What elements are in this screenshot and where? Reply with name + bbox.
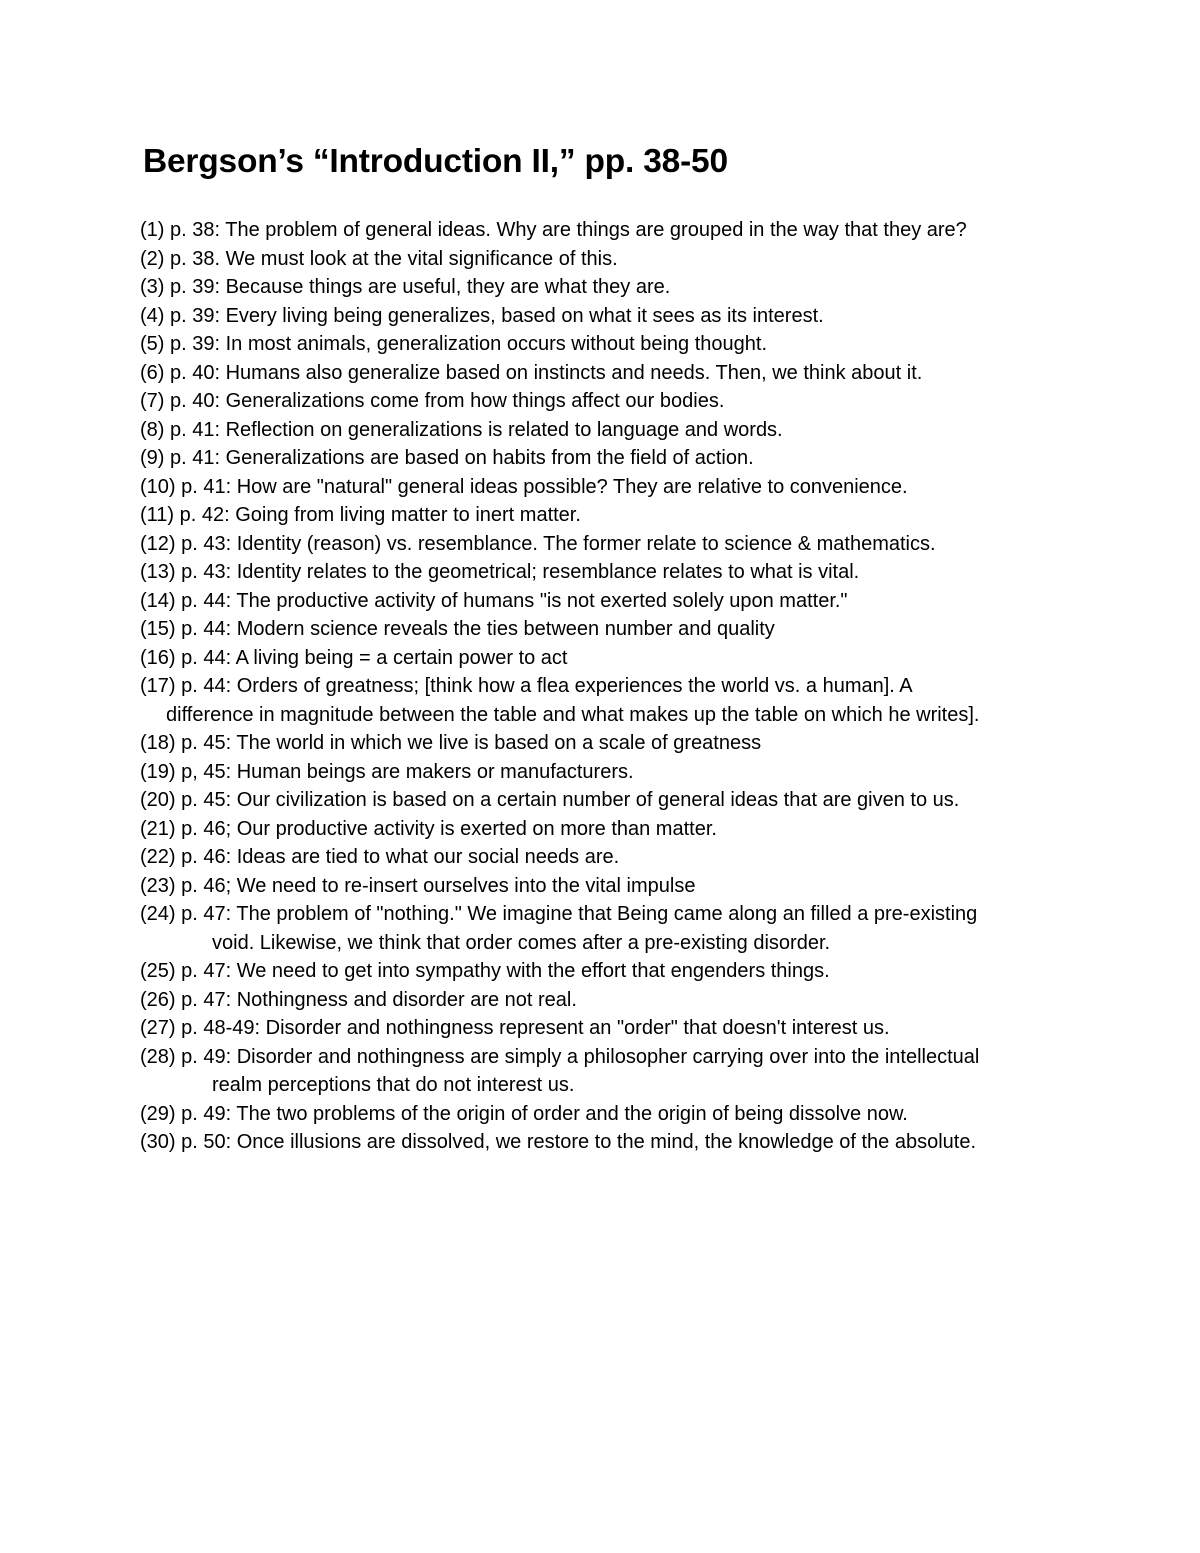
note-line: (2) p. 38. We must look at the vital significance of this. [140,247,618,270]
note-continuation-line: realm perceptions that do not interest us. [212,1074,575,1096]
note-line: (9) p. 41: Generalizations are based on habits from the field of action. [140,447,754,469]
note-line: (15) p. 44: Modern science reveals the ties between number and quality [140,618,775,640]
note-line: (4) p. 39: Every living being generalizes, based on what it sees as its interest. [140,304,824,327]
note-line: (25) p. 47: We need to get into sympathy with the effort that engenders things. [140,960,830,982]
note-line: (24) p. 47: The problem of "nothing." We imagine that Being came along an filled a pre-existing [140,903,978,925]
note-line: (1) p. 38: The problem of general ideas. Why are things are grouped in the way that they are? [140,219,967,241]
note-line: (28) p. 49: Disorder and nothingness are simply a philosopher carrying over into the intellectual [140,1045,980,1068]
note-line: (17) p. 44: Orders of greatness; [think how a flea experiences the world vs. a human]. A [140,675,913,697]
note-line: (5) p. 39: In most animals, generalization occurs without being thought. [140,333,768,355]
notes-list [140,216,1100,1157]
note-line: (26) p. 47: Nothingness and disorder are not real. [140,988,577,1011]
note-line: (8) p. 41: Reflection on generalizations is related to language and words. [140,418,783,441]
note-line: (18) p. 45: The world in which we live is based on a scale of greatness [140,732,762,754]
note-line: (14) p. 44: The productive activity of humans "is not exerted solely upon matter." [140,589,848,612]
note-line: (12) p. 43: Identity (reason) vs. resemblance. The former relate to science & mathematics. [140,532,936,555]
note-line: (10) p. 41: How are "natural" general ideas possible? They are relative to convenience. [140,475,908,498]
note-line: (11) p. 42: Going from living matter to inert matter. [140,504,581,526]
note-line: (19) p, 45: Human beings are makers or manufacturers. [140,760,634,783]
note-line: (27) p. 48-49: Disorder and nothingness represent an "order" that doesn't interest us. [140,1017,890,1039]
note-continuation-line: void. Likewise, we think that order comes after a pre-existing disorder. [212,931,831,954]
note-line: (29) p. 49: The two problems of the origin of order and the origin of being dissolve now. [140,1102,908,1125]
note-line: (20) p. 45: Our civilization is based on a certain number of general ideas that are given to us. [140,789,960,811]
note-line: (21) p. 46; Our productive activity is exerted on more than matter. [140,817,717,840]
note-line: (13) p. 43: Identity relates to the geometrical; resemblance relates to what is vital. [140,561,860,583]
note-line: (3) p. 39: Because things are useful, they are what they are. [140,276,671,298]
note-line: (16) p. 44: A living being = a certain power to act [140,646,568,669]
note-line: (30) p. 50: Once illusions are dissolved, we restore to the mind, the knowledge of the absolute. [140,1131,977,1153]
note-line: (6) p. 40: Humans also generalize based on instincts and needs. Then, we think about it. [140,361,923,384]
note-line: (23) p. 46; We need to re-insert ourselves into the vital impulse [140,874,696,897]
note-line: (22) p. 46: Ideas are tied to what our social needs are. [140,846,620,868]
note-continuation-line: difference in magnitude between the table and what makes up the table on which he writes]. [166,703,980,726]
note-line: (7) p. 40: Generalizations come from how things affect our bodies. [140,390,725,412]
document-title: Bergson’s “Introduction II,” pp. 38-50 [143,143,728,180]
